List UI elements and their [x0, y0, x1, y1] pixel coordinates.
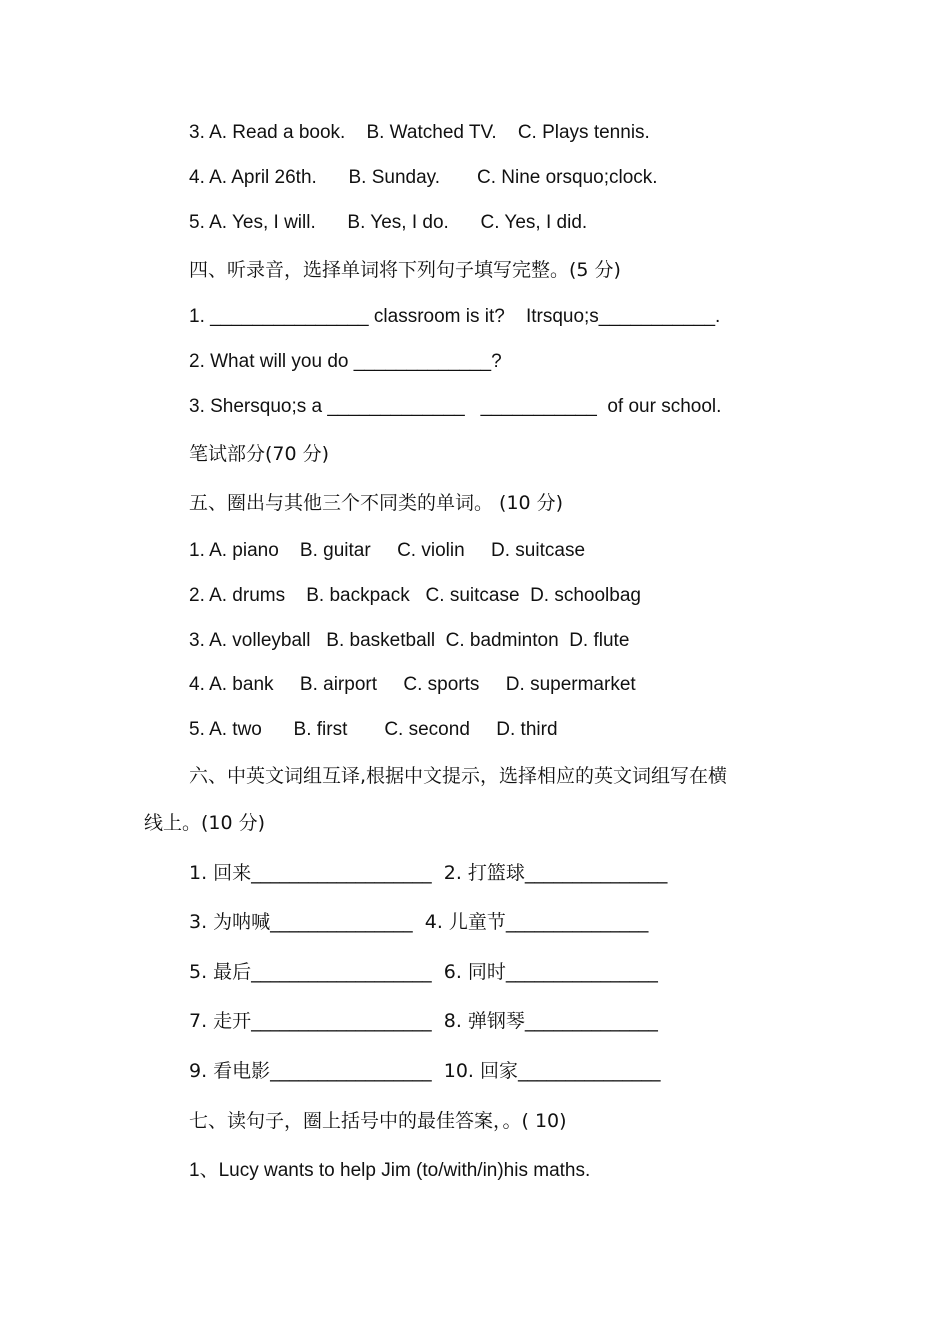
- section-5-question-4: 4. A. bank B. airport C. sports D. supermarket: [189, 674, 636, 695]
- written-section-heading: 笔试部分(70 分): [189, 443, 330, 465]
- section-6-row-3: 5. 最后___________________ 6. 同时________________: [189, 961, 658, 983]
- section-5-question-1: 1. A. piano B. guitar C. violin D. suitcase: [189, 540, 586, 561]
- section-6-row-5: 9. 看电影_________________ 10. 回家_______________: [189, 1060, 661, 1082]
- section-6-row-4: 7. 走开___________________ 8. 弹钢琴______________: [189, 1010, 658, 1032]
- section-5-question-5: 5. A. two B. first C. second D. third: [189, 719, 558, 740]
- section-5-heading: 五、圈出与其他三个不同类的单词。 (10 分): [189, 492, 564, 514]
- section-5-question-2: 2. A. drums B. backpack C. suitcase D. schoolbag: [189, 585, 641, 606]
- section-6-row-1: 1. 回来___________________ 2. 打篮球_______________: [189, 862, 668, 884]
- section-6-heading-line-1: 六、中英文词组互译,根据中文提示，选择相应的英文词组写在横: [189, 765, 728, 787]
- section-6-row-2: 3. 为呐喊_______________ 4. 儿童节_______________: [189, 911, 649, 933]
- section-7-heading: 七、读句子，圈上括号中的最佳答案，。( 10): [189, 1110, 567, 1132]
- section-6-heading-line-2: 线上。(10 分): [144, 812, 266, 834]
- listening-question-4: 4. A. April 26th. B. Sunday. C. Nine orsquo;clock.: [189, 167, 658, 188]
- section-4-question-2: 2. What will you do _____________?: [189, 351, 502, 372]
- section-7-question-1: 1、Lucy wants to help Jim (to/with/in)his maths.: [189, 1160, 591, 1181]
- section-4-question-1: 1. _______________ classroom is it? Itrsquo;s___________.: [189, 306, 721, 327]
- listening-question-5: 5. A. Yes, I will. B. Yes, I do. C. Yes, I did.: [189, 212, 588, 233]
- section-4-heading: 四、听录音，选择单词将下列句子填写完整。(5 分): [189, 259, 621, 281]
- section-5-question-3: 3. A. volleyball B. basketball C. badminton D. flute: [189, 630, 630, 651]
- listening-question-3: 3. A. Read a book. B. Watched TV. C. Plays tennis.: [189, 122, 650, 143]
- section-4-question-3: 3. Shersquo;s a _____________ ___________ of our school.: [189, 396, 722, 417]
